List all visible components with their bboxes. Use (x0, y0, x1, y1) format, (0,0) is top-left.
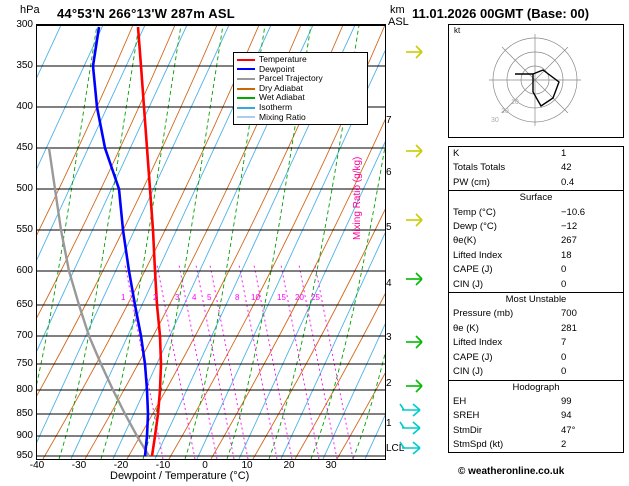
sounding-indices-panel (448, 146, 624, 453)
wind-barb-950 (400, 442, 420, 454)
height-tick-2: 2 (386, 378, 392, 389)
index-value-eh: 99 (561, 395, 572, 407)
table-row (449, 336, 623, 350)
temperature-tick--30: -30 (71, 460, 87, 471)
table-row (449, 424, 623, 438)
pressure-tick-450: 450 (16, 142, 33, 153)
temperature-curve (138, 27, 161, 456)
temperature-tick--40: -40 (29, 460, 45, 471)
index-name-stmspd: StmSpd (kt) (453, 439, 504, 451)
legend-label-temperature: Temperature (259, 54, 307, 64)
legend-swatch-isotherm (237, 107, 255, 109)
temperature-tick-0: 0 (202, 460, 208, 471)
table-section-header-surface (449, 191, 623, 206)
index-value-mu-lifted-index: 7 (561, 337, 567, 349)
pressure-tick-850: 850 (16, 408, 33, 419)
pressure-tick-750: 750 (16, 358, 33, 369)
index-value-k: 1 (561, 148, 567, 159)
table-row (449, 351, 623, 365)
index-name-k: K (453, 148, 460, 159)
index-name-totals-totals: Totals Totals (453, 162, 506, 174)
hodograph-svg (449, 25, 621, 135)
index-value-sfc-thetae: 267 (561, 235, 577, 247)
table-row (449, 263, 623, 277)
table-row (449, 220, 623, 234)
legend-item-temperature (237, 55, 364, 65)
legend-label-dry-adiabat: Dry Adiabat (259, 82, 303, 93)
height-tick-5: 5 (386, 222, 392, 233)
index-value-sfc-lifted-index: 18 (561, 249, 572, 261)
pressure-tick-950: 950 (16, 450, 33, 461)
mixing-ratio-tick-2: 2 (153, 293, 158, 302)
index-name-sfc-dewp: Dewp (°C) (453, 221, 497, 233)
index-value-pw: 0.4 (561, 176, 575, 188)
mixing-ratio-tick-20: 20 (295, 293, 304, 302)
x-axis-title: Dewpoint / Temperature (°C) (110, 470, 250, 482)
index-name-sfc-thetae: θe(K) (453, 235, 477, 247)
mixing-ratio-tick-4: 4 (192, 293, 197, 302)
table-row (449, 307, 623, 321)
index-value-mu-thetae: 281 (561, 322, 577, 334)
pressure-tick-550: 550 (16, 224, 33, 235)
table-row (449, 438, 623, 452)
chart-legend (233, 52, 368, 125)
temperature-tick-20: 20 (283, 460, 295, 471)
table-row (449, 176, 623, 191)
table-row (449, 234, 623, 248)
wind-barb-500 (406, 214, 422, 226)
lcl-label: LCL (386, 443, 405, 454)
index-name-sfc-cape: CAPE (J) (453, 264, 493, 276)
section-label-surface: Surface (449, 191, 623, 206)
index-name-mu-thetae: θe (K) (453, 322, 479, 334)
pressure-tick-900: 900 (16, 430, 33, 441)
mixing-ratio-tick-8: 8 (235, 293, 240, 302)
svg-text:20: 20 (501, 108, 509, 115)
wind-barb-300 (406, 46, 422, 58)
index-name-pw: PW (cm) (453, 176, 490, 188)
table-row (449, 147, 623, 161)
legend-label-wet-adiabat: Wet Adiabat (259, 92, 305, 103)
temperature-tick-10: 10 (241, 460, 253, 471)
section-label-hodograph: Hodograph (449, 380, 623, 395)
pressure-tick-500: 500 (16, 183, 33, 194)
table-row (449, 278, 623, 293)
legend-label-parcel: Parcel Trajectory (259, 73, 323, 84)
table-row (449, 206, 623, 220)
dewpoint-curve (93, 27, 148, 456)
index-name-sfc-temp: Temp (°C) (453, 206, 496, 218)
index-value-mu-cin: 0 (561, 366, 567, 378)
pressure-axis-unit-label: hPa (20, 4, 40, 16)
index-value-totals-totals: 42 (561, 162, 572, 174)
wind-barb-850 (400, 404, 420, 416)
skewt-diagram (36, 24, 386, 460)
table-row (449, 322, 623, 336)
index-value-sfc-cape: 0 (561, 264, 567, 276)
wind-barb-600 (406, 273, 422, 285)
index-name-mu-cin: CIN (J) (453, 366, 484, 378)
indices-table (449, 147, 623, 453)
legend-swatch-dewpoint (237, 68, 255, 70)
legend-swatch-temperature (237, 59, 255, 61)
mixing-ratio-tick-1: 1 (121, 293, 126, 302)
index-value-mu-pressure: 700 (561, 308, 577, 320)
height-tick-3: 3 (386, 332, 392, 343)
height-tick-1: 1 (386, 418, 392, 429)
copyright-notice: © weatheronline.co.uk (458, 466, 565, 477)
legend-swatch-dry-adiabat (237, 88, 255, 90)
legend-label-mixing-ratio: Mixing Ratio (259, 111, 306, 122)
wind-barb-800 (406, 380, 422, 392)
svg-text:30: 30 (491, 117, 499, 124)
index-value-sfc-cin: 0 (561, 278, 567, 290)
mixing-ratio-tick-3: 3 (175, 293, 180, 302)
pressure-tick-700: 700 (16, 330, 33, 341)
mixing-ratio-tick-5: 5 (207, 293, 212, 302)
mixing-ratio-tick-15: 15 (277, 293, 286, 302)
height-axis-unit-label: km (390, 4, 405, 16)
section-label-most-unstable: Most Unstable (449, 293, 623, 308)
table-row (449, 365, 623, 380)
height-tick-4: 4 (386, 278, 392, 289)
table-row (449, 161, 623, 175)
index-value-sfc-temp: −10.6 (561, 206, 586, 218)
table-section-header-most-unstable (449, 293, 623, 308)
index-name-mu-lifted-index: Lifted Index (453, 337, 503, 349)
legend-label-dewpoint: Dewpoint (259, 63, 295, 74)
temperature-tick--20: -20 (113, 460, 129, 471)
legend-swatch-mixing-ratio (237, 116, 255, 118)
table-section-header-hodograph (449, 380, 623, 395)
svg-text:10: 10 (511, 99, 519, 106)
table-row (449, 395, 623, 409)
index-name-stmdir: StmDir (453, 424, 483, 436)
height-axis-asl-label: ASL (388, 16, 409, 28)
wind-barb-700 (406, 336, 422, 348)
index-value-stmdir: 47° (561, 424, 576, 436)
pressure-tick-350: 350 (16, 60, 33, 71)
legend-item-wet-adiabat (237, 93, 364, 103)
pressure-tick-400: 400 (16, 101, 33, 112)
index-value-sreh: 94 (561, 410, 572, 422)
table-row (449, 409, 623, 423)
table-row (449, 249, 623, 263)
hodograph-panel (448, 24, 624, 138)
wind-barb-column (396, 24, 444, 458)
index-name-sfc-lifted-index: Lifted Index (453, 249, 503, 261)
index-name-mu-pressure: Pressure (mb) (453, 308, 514, 320)
index-value-stmspd: 2 (561, 439, 567, 451)
hodograph-unit-label: kt (454, 26, 461, 35)
pressure-tick-650: 650 (16, 299, 33, 310)
wind-barb-400 (406, 145, 422, 157)
wind-barb-900 (400, 422, 420, 434)
pressure-tick-300: 300 (16, 19, 33, 30)
index-value-mu-cape: 0 (561, 351, 567, 363)
height-tick-6: 6 (386, 167, 392, 178)
legend-swatch-parcel (237, 78, 255, 80)
mixing-ratio-tick-25: 25 (311, 293, 320, 302)
station-title: 44°53'N 266°13'W 287m ASL (57, 6, 235, 21)
height-tick-7: 7 (386, 115, 392, 126)
index-name-mu-cape: CAPE (J) (453, 351, 493, 363)
index-name-sfc-cin: CIN (J) (453, 278, 484, 290)
legend-swatch-wet-adiabat (237, 97, 255, 99)
hodograph-trace (533, 70, 559, 106)
index-name-eh: EH (453, 395, 467, 407)
temperature-tick-30: 30 (325, 460, 337, 471)
mixing-ratio-tick-10: 10 (251, 293, 260, 302)
index-value-sfc-dewp: −12 (561, 221, 578, 233)
index-name-sreh: SREH (453, 410, 480, 422)
legend-item-mixing-ratio (237, 113, 364, 123)
mixing-ratio-side-label: Mixing Ratio (g/kg) (352, 156, 363, 240)
legend-label-isotherm: Isotherm (259, 101, 293, 112)
temperature-tick--10: -10 (155, 460, 171, 471)
model-run-title: 11.01.2026 00GMT (Base: 00) (412, 6, 590, 21)
pressure-tick-800: 800 (16, 384, 33, 395)
pressure-tick-600: 600 (16, 265, 33, 276)
